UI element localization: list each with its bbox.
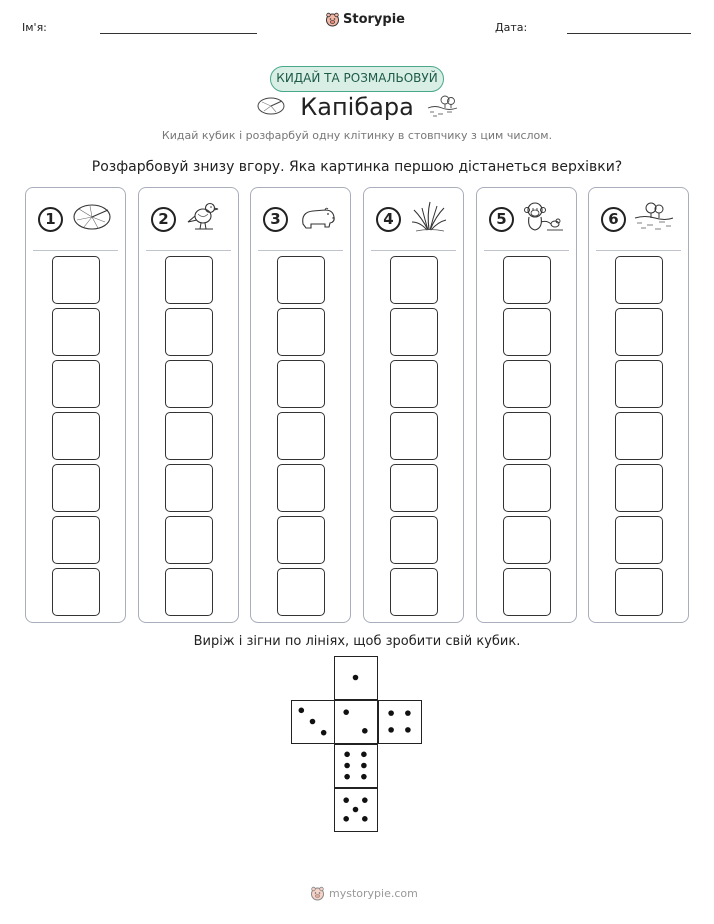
column-divider <box>596 250 681 251</box>
color-cell[interactable] <box>52 516 100 564</box>
dice-face-3 <box>291 700 335 744</box>
color-cell[interactable] <box>615 464 663 512</box>
color-cell[interactable] <box>390 412 438 460</box>
color-cell[interactable] <box>52 360 100 408</box>
color-cell[interactable] <box>52 412 100 460</box>
monkey-icon <box>521 200 565 236</box>
name-line[interactable] <box>100 33 257 34</box>
bird-icon <box>183 200 227 236</box>
landscape-title-icon <box>425 94 459 118</box>
color-cell[interactable] <box>390 516 438 564</box>
color-cell[interactable] <box>503 516 551 564</box>
color-cell[interactable] <box>615 360 663 408</box>
color-cell[interactable] <box>615 568 663 616</box>
color-cell[interactable] <box>615 516 663 564</box>
column-number: 2 <box>151 207 176 232</box>
column-5 <box>476 187 577 623</box>
column-number: 4 <box>376 207 401 232</box>
capybara-icon <box>295 200 339 236</box>
color-cell[interactable] <box>277 464 325 512</box>
column-divider <box>258 250 343 251</box>
color-cell[interactable] <box>165 516 213 564</box>
dice-face-1 <box>334 656 378 700</box>
color-cell[interactable] <box>503 308 551 356</box>
column-1 <box>25 187 126 623</box>
grass-icon <box>408 200 452 236</box>
color-cell[interactable] <box>52 568 100 616</box>
color-cell[interactable] <box>165 360 213 408</box>
color-cell[interactable] <box>165 256 213 304</box>
column-divider <box>146 250 231 251</box>
color-cell[interactable] <box>390 568 438 616</box>
instruction: Розфарбовуй знизу вгору. Яка картинка першою дістанеться верхівки? <box>91 159 623 175</box>
piggy-footer-icon <box>310 886 325 901</box>
color-cell[interactable] <box>52 464 100 512</box>
dice-face-2 <box>334 700 378 744</box>
color-cell[interactable] <box>277 568 325 616</box>
column-number: 3 <box>263 207 288 232</box>
date-label: Дата: <box>495 21 528 34</box>
color-cell[interactable] <box>615 256 663 304</box>
color-cell[interactable] <box>503 256 551 304</box>
dice-face-6 <box>334 744 378 788</box>
piggy-logo-icon <box>325 12 340 27</box>
column-divider <box>33 250 118 251</box>
column-divider <box>371 250 456 251</box>
column-number: 5 <box>489 207 514 232</box>
color-cell[interactable] <box>390 360 438 408</box>
color-cell[interactable] <box>165 308 213 356</box>
color-cell[interactable] <box>503 412 551 460</box>
color-cell[interactable] <box>277 412 325 460</box>
name-label: Ім'я: <box>22 21 47 34</box>
footer <box>310 886 418 901</box>
dice-face-4 <box>378 700 422 744</box>
color-cell[interactable] <box>615 412 663 460</box>
color-cell[interactable] <box>503 360 551 408</box>
brand-name: Storypie <box>343 12 405 27</box>
color-cell[interactable] <box>390 256 438 304</box>
page-title: Капібара <box>300 93 414 121</box>
footer-url: mystorypie.com <box>329 887 418 900</box>
color-cell[interactable] <box>165 568 213 616</box>
storypie-logo <box>325 12 405 27</box>
landscape-icon <box>633 200 677 236</box>
color-cell[interactable] <box>277 256 325 304</box>
color-cell[interactable] <box>165 464 213 512</box>
color-cell[interactable] <box>52 256 100 304</box>
lily-pad-icon <box>70 200 114 236</box>
column-2 <box>138 187 239 623</box>
color-cell[interactable] <box>277 308 325 356</box>
column-number: 6 <box>601 207 626 232</box>
color-cell[interactable] <box>277 360 325 408</box>
subtitle: Кидай кубик і розфарбуй одну клітинку в стовпчику з цим числом. <box>161 129 553 142</box>
column-6 <box>588 187 689 623</box>
column-number: 1 <box>38 207 63 232</box>
column-4 <box>363 187 464 623</box>
color-cell[interactable] <box>503 464 551 512</box>
dice-face-5 <box>334 788 378 832</box>
color-cell[interactable] <box>277 516 325 564</box>
color-cell[interactable] <box>390 464 438 512</box>
column-3 <box>250 187 351 623</box>
color-cell[interactable] <box>165 412 213 460</box>
column-divider <box>484 250 569 251</box>
color-cell[interactable] <box>615 308 663 356</box>
color-cell[interactable] <box>503 568 551 616</box>
activity-badge: КИДАЙ ТА РОЗМАЛЬОВУЙ <box>270 66 444 92</box>
color-cell[interactable] <box>390 308 438 356</box>
color-cell[interactable] <box>52 308 100 356</box>
date-line[interactable] <box>567 33 691 34</box>
cut-instruction: Виріж і зігни по лініях, щоб зробити свій кубик. <box>193 634 521 649</box>
